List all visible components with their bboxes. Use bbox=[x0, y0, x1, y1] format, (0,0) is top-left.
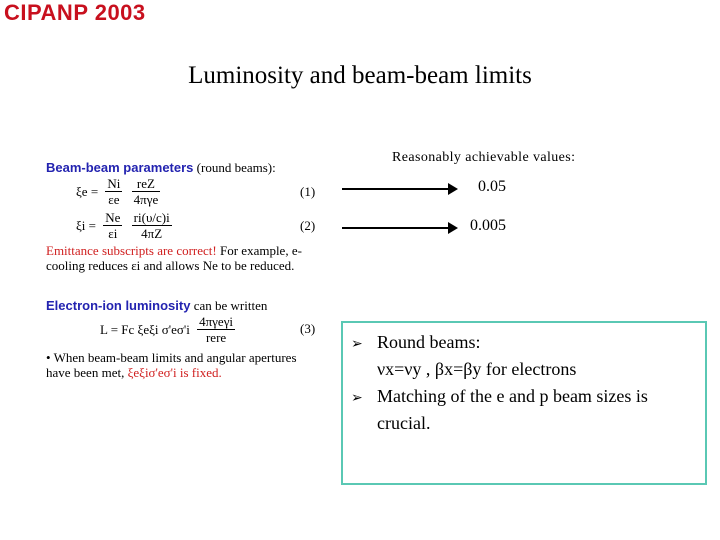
bullet-note-red: ξeξiσ'eσ'i is fixed. bbox=[127, 365, 222, 380]
eq2-frac1-num: Ne bbox=[105, 210, 121, 225]
beam-beam-heading-bold: Beam-beam parameters bbox=[46, 160, 194, 175]
eq1-frac1-num: Ni bbox=[107, 176, 121, 191]
luminosity-heading-suffix: can be written bbox=[190, 298, 268, 313]
bullet-note bbox=[46, 350, 306, 380]
beam-beam-heading-suffix: (round beams): bbox=[193, 160, 276, 175]
equation-1 bbox=[76, 176, 160, 207]
eq1-frac2-den: 4πγe bbox=[133, 192, 159, 207]
eq2-frac2-den: 4πZ bbox=[141, 226, 163, 241]
eq3-lhs: L = Fc ξeξi σ'eσ'i bbox=[100, 322, 190, 337]
equation-2 bbox=[76, 210, 172, 241]
achievable-value-2: 0.005 bbox=[470, 217, 506, 234]
list-item-line2: crucial. bbox=[377, 413, 431, 433]
list-item-continuation bbox=[377, 410, 430, 437]
luminosity-heading-bold: Electron-ion luminosity bbox=[46, 298, 191, 313]
list-item-line1: Matching of the e and p beam sizes is bbox=[377, 386, 648, 406]
list-item-line2: νx=νy , βx=βy for electrons bbox=[377, 359, 577, 379]
achievable-value-1: 0.05 bbox=[478, 178, 506, 195]
bullet-dot: • bbox=[46, 350, 54, 365]
list-item-continuation bbox=[377, 356, 576, 383]
luminosity-heading bbox=[46, 298, 267, 313]
eq1-frac1-den: εe bbox=[108, 192, 120, 207]
cipanp-logo: CIPANP 2003 bbox=[4, 0, 146, 25]
equation-3 bbox=[100, 314, 235, 345]
eq3-frac-den: rere bbox=[205, 330, 227, 345]
beam-beam-heading bbox=[46, 160, 276, 175]
list-item bbox=[351, 329, 481, 358]
eq1-number: (1) bbox=[300, 184, 316, 199]
list-item-line1: Round beams: bbox=[377, 332, 481, 352]
emittance-note bbox=[46, 243, 318, 273]
list-item bbox=[351, 383, 648, 412]
eq3-number: (3) bbox=[300, 321, 316, 336]
achievable-label: Reasonably achievable values: bbox=[392, 150, 576, 165]
arrow-bullet-icon: ➢ bbox=[351, 336, 363, 352]
eq3-frac-num: 4πγeγi bbox=[199, 314, 234, 329]
emittance-note-red: Emittance subscripts are correct! bbox=[46, 243, 217, 258]
emittance-note-rest: For example, e-cooling reduces εi and allows Ne to be reduced. bbox=[46, 243, 302, 273]
eq2-frac2-num: ri(υ/c)i bbox=[133, 210, 170, 225]
eq2-number: (2) bbox=[300, 218, 316, 233]
eq2-frac1-den: εi bbox=[108, 226, 118, 241]
slide-title: Luminosity and beam-beam limits bbox=[188, 62, 532, 89]
eq1-lhs: ξe = bbox=[76, 184, 99, 199]
arrow-right-icon bbox=[342, 227, 456, 229]
eq1-frac2-num: reZ bbox=[132, 176, 161, 192]
notes-box bbox=[341, 321, 707, 485]
eq2-lhs: ξi = bbox=[76, 218, 96, 233]
arrow-bullet-icon: ➢ bbox=[351, 390, 363, 406]
arrow-right-icon bbox=[342, 188, 456, 190]
bullet-note-text: When beam-beam limits and angular apertures have been met, bbox=[46, 350, 297, 380]
